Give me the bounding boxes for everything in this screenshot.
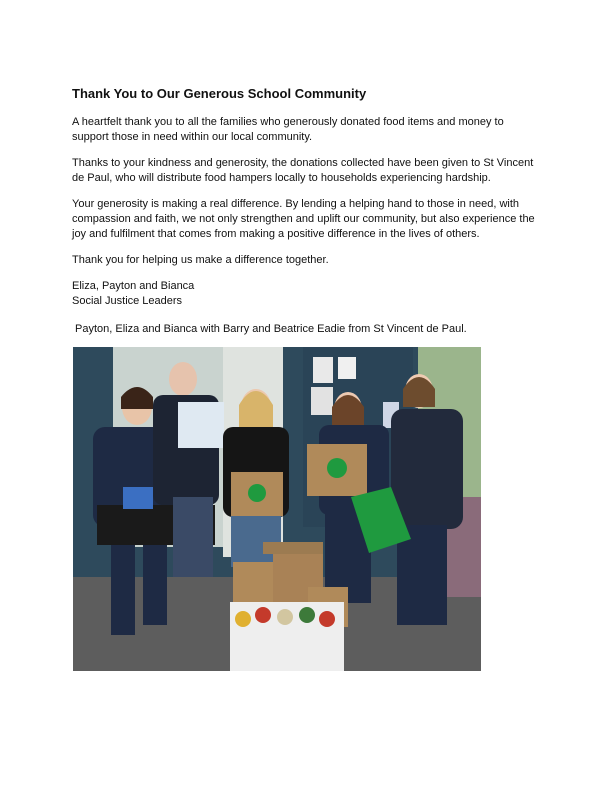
group-photo bbox=[73, 347, 481, 671]
photo-box bbox=[178, 402, 224, 448]
signature-block bbox=[72, 279, 542, 309]
paragraph-4: Thank you for helping us make a difference together. bbox=[72, 254, 329, 266]
letter bbox=[72, 86, 542, 337]
paragraph-2: Thanks to your kindness and generosity, the donations collected have been given to St Vincent de Paul, who will distribute food hampers locally to households experiencing hardship. bbox=[72, 157, 534, 184]
photo-person-bianca bbox=[391, 409, 463, 529]
signature-role: Social Justice Leaders bbox=[72, 295, 183, 307]
paragraph-1: A heartfelt thank you to all the families who generously donated food items and money to support those in need within our local community. bbox=[72, 116, 504, 143]
signature-names: Eliza, Payton and Bianca bbox=[72, 280, 195, 292]
photo-caption: Payton, Eliza and Bianca with Barry and Beatrice Eadie from St Vincent de Paul. bbox=[75, 323, 467, 335]
paragraph-3: Your generosity is making a real difference. By lending a helping hand to those in need, with compassion and faith, we not only strengthen and uplift our community, but also experience the joy and fulfilment that comes from making a positive difference in the lives of others. bbox=[72, 198, 535, 240]
page-title: Thank You to Our Generous School Community bbox=[72, 86, 367, 101]
